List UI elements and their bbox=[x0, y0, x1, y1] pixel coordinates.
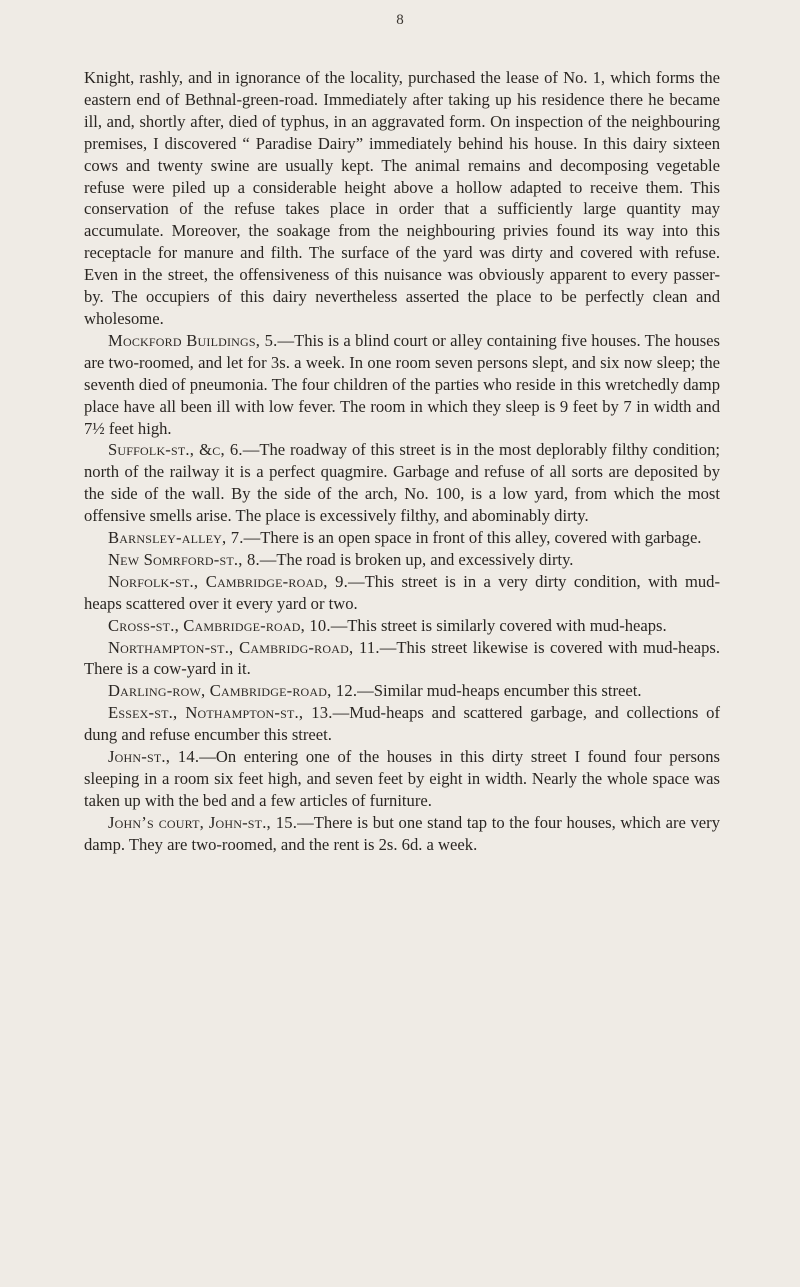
paragraph-john-st bbox=[84, 746, 720, 812]
body-text bbox=[84, 67, 720, 856]
paragraph-essex-st bbox=[84, 702, 720, 746]
paragraph-barnsley-alley bbox=[84, 527, 720, 549]
entry-text: —On entering one of the houses in this dirty street I found four persons sleeping in a room six feet high, and seven feet by eight in width. Nearly the whole space was taken up with the bed and a few articles of furniture. bbox=[84, 747, 720, 810]
entry-text: —This street is similarly covered with mud-heaps. bbox=[330, 615, 667, 635]
paragraph-cross-st bbox=[84, 615, 720, 637]
paragraph-new-somrford-st bbox=[84, 549, 720, 571]
entry-heading: Barnsley-alley, 7. bbox=[108, 528, 244, 548]
entry-text: —There is but one stand tap to the four houses, which are very damp. They are two-roomed, and the rent is 2s. 6d. a week. bbox=[84, 812, 720, 854]
entry-text: —Similar mud-heaps encumber this street. bbox=[357, 681, 642, 701]
page-number: 8 bbox=[396, 12, 404, 28]
paragraph-northampton-st bbox=[84, 637, 720, 681]
entry-text: —This is a blind court or alley containing five houses. The houses are two-roomed, and let for 3s. a week. In one room seven persons slept, and six now sleep; the seventh died of pneumonia. The four children of the parties who reside in this wretchedly damp place have all been ill with low fever. The room in which they sleep is 9 feet by 7 in width and 7½ feet high. bbox=[84, 330, 720, 438]
entry-heading: Suffolk-st., &c, 6. bbox=[108, 440, 243, 460]
paragraph-norfolk-st bbox=[84, 571, 720, 615]
paragraph-johns-court bbox=[84, 812, 720, 856]
paragraph-text: Knight, rashly, and in ignorance of the locality, purchased the lease of No. 1, which forms the eastern end of Bethnal-green-road. Immediately after taking up his residence there he became ill, and, shortly after, died of typhus, in an aggravated form. On inspection of the neighbouring premises, I discovered “ Paradise Dairy” immediately behind his house. In this dairy sixteen cows and twenty swine are usually kept. The animal remains and decomposing vegetable refuse were piled up a considerable height above a hollow adapted to receive them. This conservation of the refuse takes place in order that a sufficiently large quantity may accumulate. Moreover, the soakage from the neighbouring privies found its way into this receptacle for manure and filth. The surface of the yard was dirty and covered with refuse. Even in the street, the offensiveness of this nuisance was obviously apparent to every passer-by. The occupiers of this dairy nevertheless asserted the place to be perfectly clean and wholesome. bbox=[84, 68, 720, 328]
entry-text: —Mud-heaps and scattered garbage, and collections of dung and refuse encumber this street. bbox=[84, 703, 720, 745]
paragraph-mockford-buildings bbox=[84, 330, 720, 440]
paragraph-darling-row bbox=[84, 680, 720, 702]
entry-heading: Cross-st., Cambridge-road, 10. bbox=[108, 615, 331, 635]
entry-text: —This street is in a very dirty condition, with mud-heaps scattered over it every yard or two. bbox=[84, 571, 720, 613]
entry-heading: Norfolk-st., Cambridge-road, 9. bbox=[108, 571, 348, 591]
entry-heading: Essex-st., Nothampton-st., 13. bbox=[108, 703, 333, 723]
entry-heading: Northampton-st., Cambridg-road, 11. bbox=[108, 637, 380, 657]
entry-heading: New Somrford-st., 8. bbox=[108, 549, 260, 569]
entry-heading: John-st., 14. bbox=[108, 747, 200, 767]
entry-text: —This street likewise is covered with mud-heaps. There is a cow-yard in it. bbox=[84, 637, 720, 679]
entry-heading: Darling-row, Cambridge-road, 12. bbox=[108, 681, 358, 701]
entry-text: —The road is broken up, and excessively dirty. bbox=[259, 549, 574, 569]
entry-text: —There is an open space in front of this alley, covered with garbage. bbox=[243, 528, 702, 548]
entry-text: —The roadway of this street is in the most deplorably filthy condition; north of the railway it is a perfect quagmire. Garbage and refuse of all sorts are deposited by the side of the wall. By the side of the arch, No. 100, is a low yard, from which the most offensive smells arise. The place is excessively filthy, and abominably dirty. bbox=[84, 440, 720, 526]
paragraph-continuation bbox=[84, 67, 720, 330]
entry-heading: Mockford Buildings, 5. bbox=[108, 330, 278, 350]
entry-heading: John’s court, John-st., 15. bbox=[108, 812, 298, 832]
paragraph-suffolk-st bbox=[84, 439, 720, 527]
